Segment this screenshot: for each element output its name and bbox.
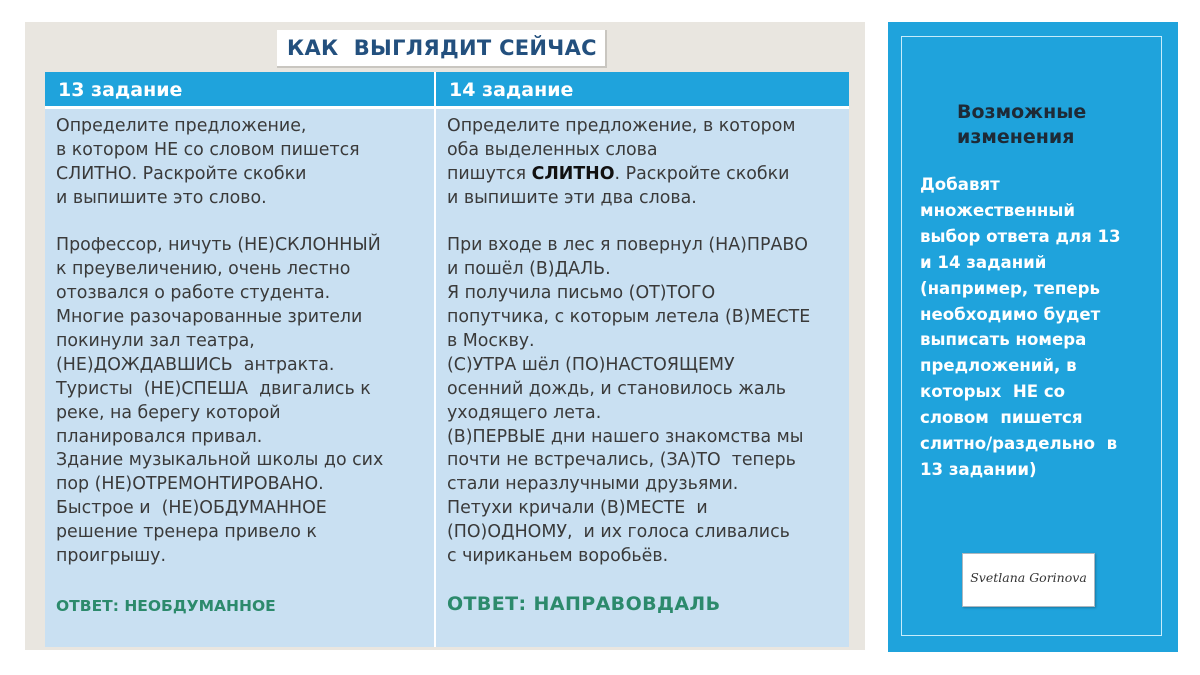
- task-13-sentence-line: Здание музыкальной школы до сих: [56, 450, 384, 471]
- task-13-sentence-line: покинули зал театра,: [56, 331, 255, 352]
- changes-body-line: необходимо будет: [920, 304, 1101, 324]
- changes-body: [920, 172, 1160, 483]
- column-header-task-14: 14 задание: [436, 72, 849, 106]
- task-14-sentence-line: (ПО)ОДНОМУ, и их голоса сливались: [447, 522, 790, 543]
- intro-emphasis: СЛИТНО: [531, 163, 615, 184]
- task-14-sentence-line: и пошёл (В)ДАЛЬ.: [447, 259, 611, 280]
- changes-body-line: Добавят: [920, 175, 1000, 194]
- changes-body-line: и 14 заданий: [920, 252, 1047, 272]
- task-14-sentence-line: стали неразлучными друзьями.: [447, 474, 739, 495]
- changes-body-line: множественный: [920, 200, 1075, 220]
- changes-body-line: словом пишется: [920, 408, 1083, 428]
- author-signature: Svetlana Gorinova: [970, 570, 1087, 585]
- task-13-sentence-line: Туристы (НЕ)СПЕША двигались к: [56, 378, 371, 399]
- task-14-cell: [436, 109, 849, 647]
- task-13-intro-line: в котором НЕ со словом пишется: [56, 139, 360, 160]
- intro-text: пишутся: [447, 163, 532, 184]
- slide-title-box: [277, 30, 607, 68]
- intro-text: . Раскройте скобки: [614, 163, 790, 184]
- changes-title: [957, 100, 1097, 150]
- task-14-sentence-line: осенний дождь, и становилось жаль: [447, 378, 786, 399]
- task-14-sentence-line: Петухи кричали (В)МЕСТЕ и: [447, 498, 708, 519]
- task-14-intro-line: [447, 163, 849, 187]
- task-14-intro-line: и выпишите эти два слова.: [447, 187, 697, 208]
- task-13-sentence-line: к преувеличению, очень лестно: [56, 259, 351, 280]
- task-14-sentence-line: с чириканьем воробьёв.: [447, 546, 669, 567]
- task-13-sentence-line: (НЕ)ДОЖДАВШИСЬ антракта.: [56, 354, 335, 375]
- changes-body-line: выписать номера: [920, 330, 1087, 350]
- task-14-answer: ОТВЕТ: НАПРАВОВДАЛЬ: [447, 593, 721, 615]
- task-14-sentence-line: почти не встречались, (ЗА)ТО теперь: [447, 450, 796, 471]
- task-14-sentence-line: в Москву.: [447, 331, 535, 352]
- task-13-sentence-line: Быстрое и (НЕ)ОБДУМАННОЕ: [56, 498, 327, 519]
- changes-title-line: Возможные: [957, 101, 1087, 123]
- changes-title-line: изменения: [957, 126, 1075, 148]
- task-14-sentence-line: Я получила письмо (ОТ)ТОГО: [447, 283, 716, 304]
- task-13-sentence-line: отозвался о работе студента.: [56, 283, 331, 304]
- task-14-intro-line: Определите предложение, в котором: [447, 116, 796, 136]
- task-13-sentence-line: реке, на берегу которой: [56, 402, 281, 423]
- task-14-sentence-line: (С)УТРА шёл (ПО)НАСТОЯЩЕМУ: [447, 354, 735, 375]
- author-signature-card: [962, 553, 1095, 607]
- task-13-sentence-line: Многие разочарованные зрители: [56, 307, 363, 328]
- task-14-intro-line: оба выделенных слова: [447, 139, 658, 160]
- task-13-sentence-line: решение тренера привело к: [56, 522, 317, 543]
- task-13-sentence-line: пор (НЕ)ОТРЕМОНТИРОВАНО.: [56, 474, 324, 495]
- column-header-task-13: 13 задание: [45, 72, 434, 106]
- changes-body-line: которых НЕ со: [920, 382, 1066, 402]
- changes-body-line: выбор ответа для 13: [920, 226, 1121, 246]
- task-13-intro-line: и выпишите это слово.: [56, 187, 267, 208]
- task-13-intro-line: СЛИТНО. Раскройте скобки: [56, 163, 307, 184]
- changes-body-line: 13 задании): [920, 459, 1037, 479]
- changes-body-line: (например, теперь: [920, 278, 1100, 298]
- task-13-intro-line: Определите предложение,: [56, 116, 307, 136]
- task-13-sentence-line: планировался привал.: [56, 426, 263, 447]
- slide-title: КАК ВЫГЛЯДИТ СЕЙЧАС: [287, 36, 597, 60]
- task-14-sentence-line: уходящего лета.: [447, 402, 602, 423]
- tasks-table: [45, 72, 849, 647]
- spacer: [447, 211, 849, 235]
- task-14-sentence-line: попутчика, с которым летела (В)МЕСТЕ: [447, 307, 811, 328]
- changes-body-line: слитно/раздельно в: [920, 434, 1118, 454]
- changes-body-line: предложений, в: [920, 356, 1077, 376]
- task-13-answer: ОТВЕТ: НЕОБДУМАННОЕ: [56, 597, 276, 615]
- task-13-sentence-line: Профессор, ничуть (НЕ)СКЛОННЫЙ: [56, 235, 381, 256]
- task-13-cell: [45, 109, 434, 647]
- task-14-sentence-line: При входе в лес я повернул (НА)ПРАВО: [447, 235, 808, 256]
- spacer: [56, 211, 434, 235]
- task-14-sentence-line: (В)ПЕРВЫЕ дни нашего знакомства мы: [447, 426, 804, 447]
- task-13-sentence-line: проигрышу.: [56, 546, 166, 567]
